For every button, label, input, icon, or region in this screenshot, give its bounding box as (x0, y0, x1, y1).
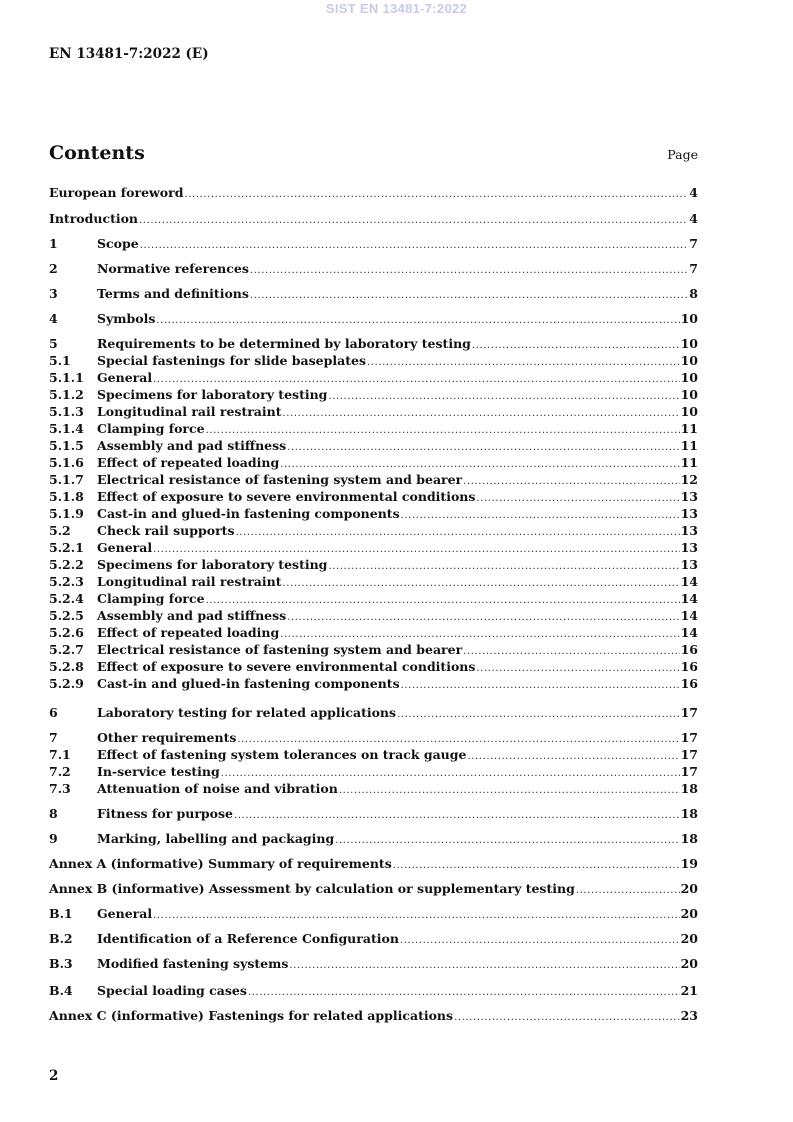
toc-entry-page: 13 (680, 506, 698, 521)
toc-entry[interactable] (49, 184, 698, 201)
toc-entry-page: 20 (680, 881, 698, 896)
toc-entry[interactable] (49, 746, 698, 763)
toc-entry-title: Effect of fastening system tolerances on track gauge (97, 747, 467, 762)
toc-dot-leader (401, 677, 680, 694)
toc-entry-number: 5.2.1 (49, 540, 84, 555)
toc-entry-page: 23 (680, 1008, 698, 1023)
toc-entry-title: Clamping force (97, 591, 205, 606)
toc-dot-leader (576, 882, 680, 899)
toc-entry-page: 14 (680, 625, 698, 640)
toc-entry[interactable] (49, 335, 698, 352)
toc-entry[interactable] (49, 454, 698, 471)
toc-entry-number: B.3 (49, 956, 73, 971)
toc-entry[interactable] (49, 830, 698, 847)
toc-entry[interactable] (49, 488, 698, 505)
toc-entry[interactable] (49, 930, 698, 947)
toc-dot-leader (184, 186, 688, 203)
toc-entry-number: 5.2.7 (49, 642, 84, 657)
toc-entry-title: Special fastenings for slide baseplates (97, 353, 366, 368)
toc-entry-number: B.1 (49, 906, 73, 921)
toc-entry[interactable] (49, 704, 698, 721)
toc-entry-page: 16 (680, 676, 698, 691)
toc-entry-title: Specimens for laboratory testing (97, 387, 328, 402)
toc-entry-page: 14 (680, 574, 698, 589)
toc-entry-title: Annex B (informative) Assessment by calculation or supplementary testing (49, 881, 575, 896)
toc-entry-title: Longitudinal rail restraint (97, 404, 282, 419)
toc-entry-title: Attenuation of noise and vibration (97, 781, 338, 796)
toc-entry-number: 5.2.8 (49, 659, 84, 674)
watermark: SIST EN 13481-7:2022 (325, 1, 468, 16)
toc-entry-number: 7.3 (49, 781, 71, 796)
toc-entry-number: 5.1.4 (49, 421, 84, 436)
toc-entry-title: Special loading cases (97, 983, 247, 998)
toc-dot-leader (250, 262, 688, 279)
toc-entry-page: 4 (689, 185, 698, 200)
toc-entry-title: Electrical resistance of fastening system and bearer (97, 472, 463, 487)
toc-entry-page: 10 (680, 353, 698, 368)
toc-entry-page: 18 (680, 806, 698, 821)
toc-dot-leader (339, 782, 680, 799)
toc-entry-number: 6 (49, 705, 58, 720)
toc-dot-leader (289, 957, 679, 974)
toc-entry-number: 5.1.3 (49, 404, 84, 419)
toc-entry-page: 18 (680, 831, 698, 846)
toc-entry[interactable] (49, 624, 698, 641)
toc-entry-title: Scope (97, 236, 139, 251)
toc-entry-page: 13 (680, 523, 698, 538)
contents-title: Contents (49, 142, 145, 164)
toc-dot-leader (140, 237, 689, 254)
toc-entry-page: 18 (680, 781, 698, 796)
toc-entry-page: 17 (680, 730, 698, 745)
toc-entry-page: 17 (680, 705, 698, 720)
toc-entry-page: 11 (680, 438, 698, 453)
toc-entry-page: 12 (680, 472, 698, 487)
toc-entry-number: 5.2.6 (49, 625, 84, 640)
toc-entry-number: 5 (49, 336, 58, 351)
toc-entry-title: Effect of repeated loading (97, 625, 280, 640)
toc-entry-page: 13 (680, 489, 698, 504)
toc-entry-page: 20 (680, 906, 698, 921)
toc-entry-number: 5.1.6 (49, 455, 84, 470)
toc-entry-page: 14 (680, 591, 698, 606)
toc-dot-leader (335, 832, 679, 849)
toc-entry[interactable] (49, 607, 698, 624)
toc-entry-number: 9 (49, 831, 58, 846)
toc-entry-title: Effect of repeated loading (97, 455, 280, 470)
toc-entry-number: 5.2.4 (49, 591, 84, 606)
toc-dot-leader (250, 287, 688, 304)
toc-entry-title: Fitness for purpose (97, 806, 233, 821)
toc-entry[interactable] (49, 235, 698, 252)
toc-entry-number: 5.2.2 (49, 557, 84, 572)
toc-entry-number: 7.1 (49, 747, 71, 762)
toc-entry[interactable] (49, 539, 698, 556)
document-id: EN 13481-7:2022 (E) (49, 46, 209, 62)
toc-dot-leader (248, 984, 680, 1001)
toc-entry-page: 7 (689, 261, 698, 276)
toc-entry-page: 7 (689, 236, 698, 251)
toc-entry[interactable] (49, 880, 698, 897)
toc-entry[interactable] (49, 210, 698, 227)
toc-entry[interactable] (49, 805, 698, 822)
toc-entry-number: 5.1.5 (49, 438, 84, 453)
toc-entry[interactable] (49, 437, 698, 454)
toc-entry-number: 5.2.9 (49, 676, 84, 691)
toc-entry-number: 5.1.8 (49, 489, 84, 504)
toc-entry[interactable] (49, 855, 698, 872)
toc-entry-title: Assembly and pad stiffness (97, 438, 287, 453)
toc-entry-title: General (97, 370, 153, 385)
toc-entry-title: Longitudinal rail restraint (97, 574, 282, 589)
toc-dot-leader (153, 907, 679, 924)
toc-entry-page: 19 (680, 856, 698, 871)
toc-entry[interactable] (49, 403, 698, 420)
toc-entry-number: 5.1 (49, 353, 71, 368)
toc-entry-title: Introduction (49, 211, 139, 226)
toc-entry-number: 5.1.1 (49, 370, 84, 385)
page-column-label: Page (667, 147, 698, 162)
toc-entry-number: 2 (49, 261, 58, 276)
toc-entry-page: 17 (680, 747, 698, 762)
toc-entry-number: 7 (49, 730, 58, 745)
toc-entry-page: 10 (680, 311, 698, 326)
toc-entry-page: 13 (680, 557, 698, 572)
toc-entry[interactable] (49, 905, 698, 922)
toc-entry-title: Effect of exposure to severe environmental conditions (97, 489, 476, 504)
toc-entry[interactable] (49, 763, 698, 780)
toc-entry-number: 8 (49, 806, 58, 821)
toc-entry-title: Symbols (97, 311, 156, 326)
toc-entry-number: 5.2.3 (49, 574, 84, 589)
toc-entry-title: General (97, 906, 153, 921)
toc-entry[interactable] (49, 369, 698, 386)
toc-entry-title: Marking, labelling and packaging (97, 831, 335, 846)
toc-entry-page: 20 (680, 956, 698, 971)
toc-dot-leader (397, 706, 680, 723)
toc-entry-title: General (97, 540, 153, 555)
toc-entry-number: 5.1.7 (49, 472, 84, 487)
toc-entry[interactable] (49, 641, 698, 658)
toc-entry[interactable] (49, 505, 698, 522)
toc-entry[interactable] (49, 386, 698, 403)
toc-entry[interactable] (49, 658, 698, 675)
toc-entry-title: Clamping force (97, 421, 205, 436)
toc-entry-page: 16 (680, 642, 698, 657)
toc-entry-title: Laboratory testing for related applications (97, 705, 397, 720)
toc-dot-leader (156, 312, 679, 329)
toc-entry-number: B.4 (49, 983, 73, 998)
toc-entry-title: Cast-in and glued-in fastening components (97, 676, 400, 691)
toc-entry-page: 10 (680, 404, 698, 419)
toc-entry-number: 3 (49, 286, 58, 301)
toc-entry-title: Specimens for laboratory testing (97, 557, 328, 572)
toc-entry[interactable] (49, 285, 698, 302)
toc-entry-page: 16 (680, 659, 698, 674)
toc-entry-number: 7.2 (49, 764, 71, 779)
toc-entry[interactable] (49, 955, 698, 972)
toc-entry[interactable] (49, 260, 698, 277)
toc-entry-page: 17 (680, 764, 698, 779)
toc-entry-page: 14 (680, 608, 698, 623)
toc-entry[interactable] (49, 590, 698, 607)
toc-entry-page: 10 (680, 387, 698, 402)
toc-entry[interactable] (49, 780, 698, 797)
toc-dot-leader (234, 807, 680, 824)
toc-entry-title: Requirements to be determined by laboratory testing (97, 336, 471, 351)
toc-entry-number: 4 (49, 311, 58, 326)
toc-entry[interactable] (49, 675, 698, 692)
toc-entry-number: 5.2 (49, 523, 71, 538)
toc-entry-title: Other requirements (97, 730, 237, 745)
toc-entry[interactable] (49, 729, 698, 746)
toc-entry-page: 13 (680, 540, 698, 555)
toc-entry[interactable] (49, 471, 698, 488)
toc-dot-leader (400, 932, 680, 949)
toc-entry-page: 4 (689, 211, 698, 226)
toc-entry-title: Identification of a Reference Configuration (97, 931, 399, 946)
toc-entry-number: 1 (49, 236, 58, 251)
footer-page-number: 2 (49, 1068, 59, 1084)
toc-entry-number: 5.1.2 (49, 387, 84, 402)
toc-entry[interactable] (49, 1007, 698, 1024)
toc-entry-title: Annex C (informative) Fastenings for related applications (49, 1008, 454, 1023)
toc-entry-title: Normative references (97, 261, 249, 276)
toc-entry-number: B.2 (49, 931, 73, 946)
toc-entry-title: Electrical resistance of fastening system and bearer (97, 642, 463, 657)
toc-entry-page: 10 (680, 336, 698, 351)
toc-entry[interactable] (49, 352, 698, 369)
toc-entry-page: 10 (680, 370, 698, 385)
toc-entry-title: Effect of exposure to severe environmental conditions (97, 659, 476, 674)
toc-entry-page: 11 (680, 421, 698, 436)
toc-entry-title: Terms and definitions (97, 286, 249, 301)
toc-entry-page: 20 (680, 931, 698, 946)
toc-entry-title: Check rail supports (97, 523, 235, 538)
toc-entry-number: 5.2.5 (49, 608, 84, 623)
toc-entry[interactable] (49, 522, 698, 539)
toc-entry[interactable] (49, 982, 698, 999)
toc-dot-leader (454, 1009, 680, 1026)
toc-entry-title: Cast-in and glued-in fastening components (97, 506, 400, 521)
toc-entry-page: 21 (680, 983, 698, 998)
toc-entry-page: 11 (680, 455, 698, 470)
toc-entry-page: 8 (689, 286, 698, 301)
toc-dot-leader (393, 857, 680, 874)
toc-entry-title: In-service testing (97, 764, 220, 779)
toc-entry[interactable] (49, 420, 698, 437)
toc-dot-leader (139, 212, 688, 229)
toc-entry[interactable] (49, 556, 698, 573)
toc-entry[interactable] (49, 310, 698, 327)
toc-entry[interactable] (49, 573, 698, 590)
toc-entry-title: Assembly and pad stiffness (97, 608, 287, 623)
toc-entry-title: Annex A (informative) Summary of requirements (49, 856, 392, 871)
toc-entry-number: 5.1.9 (49, 506, 84, 521)
toc-entry-title: European foreword (49, 185, 184, 200)
toc-entry-title: Modified fastening systems (97, 956, 289, 971)
